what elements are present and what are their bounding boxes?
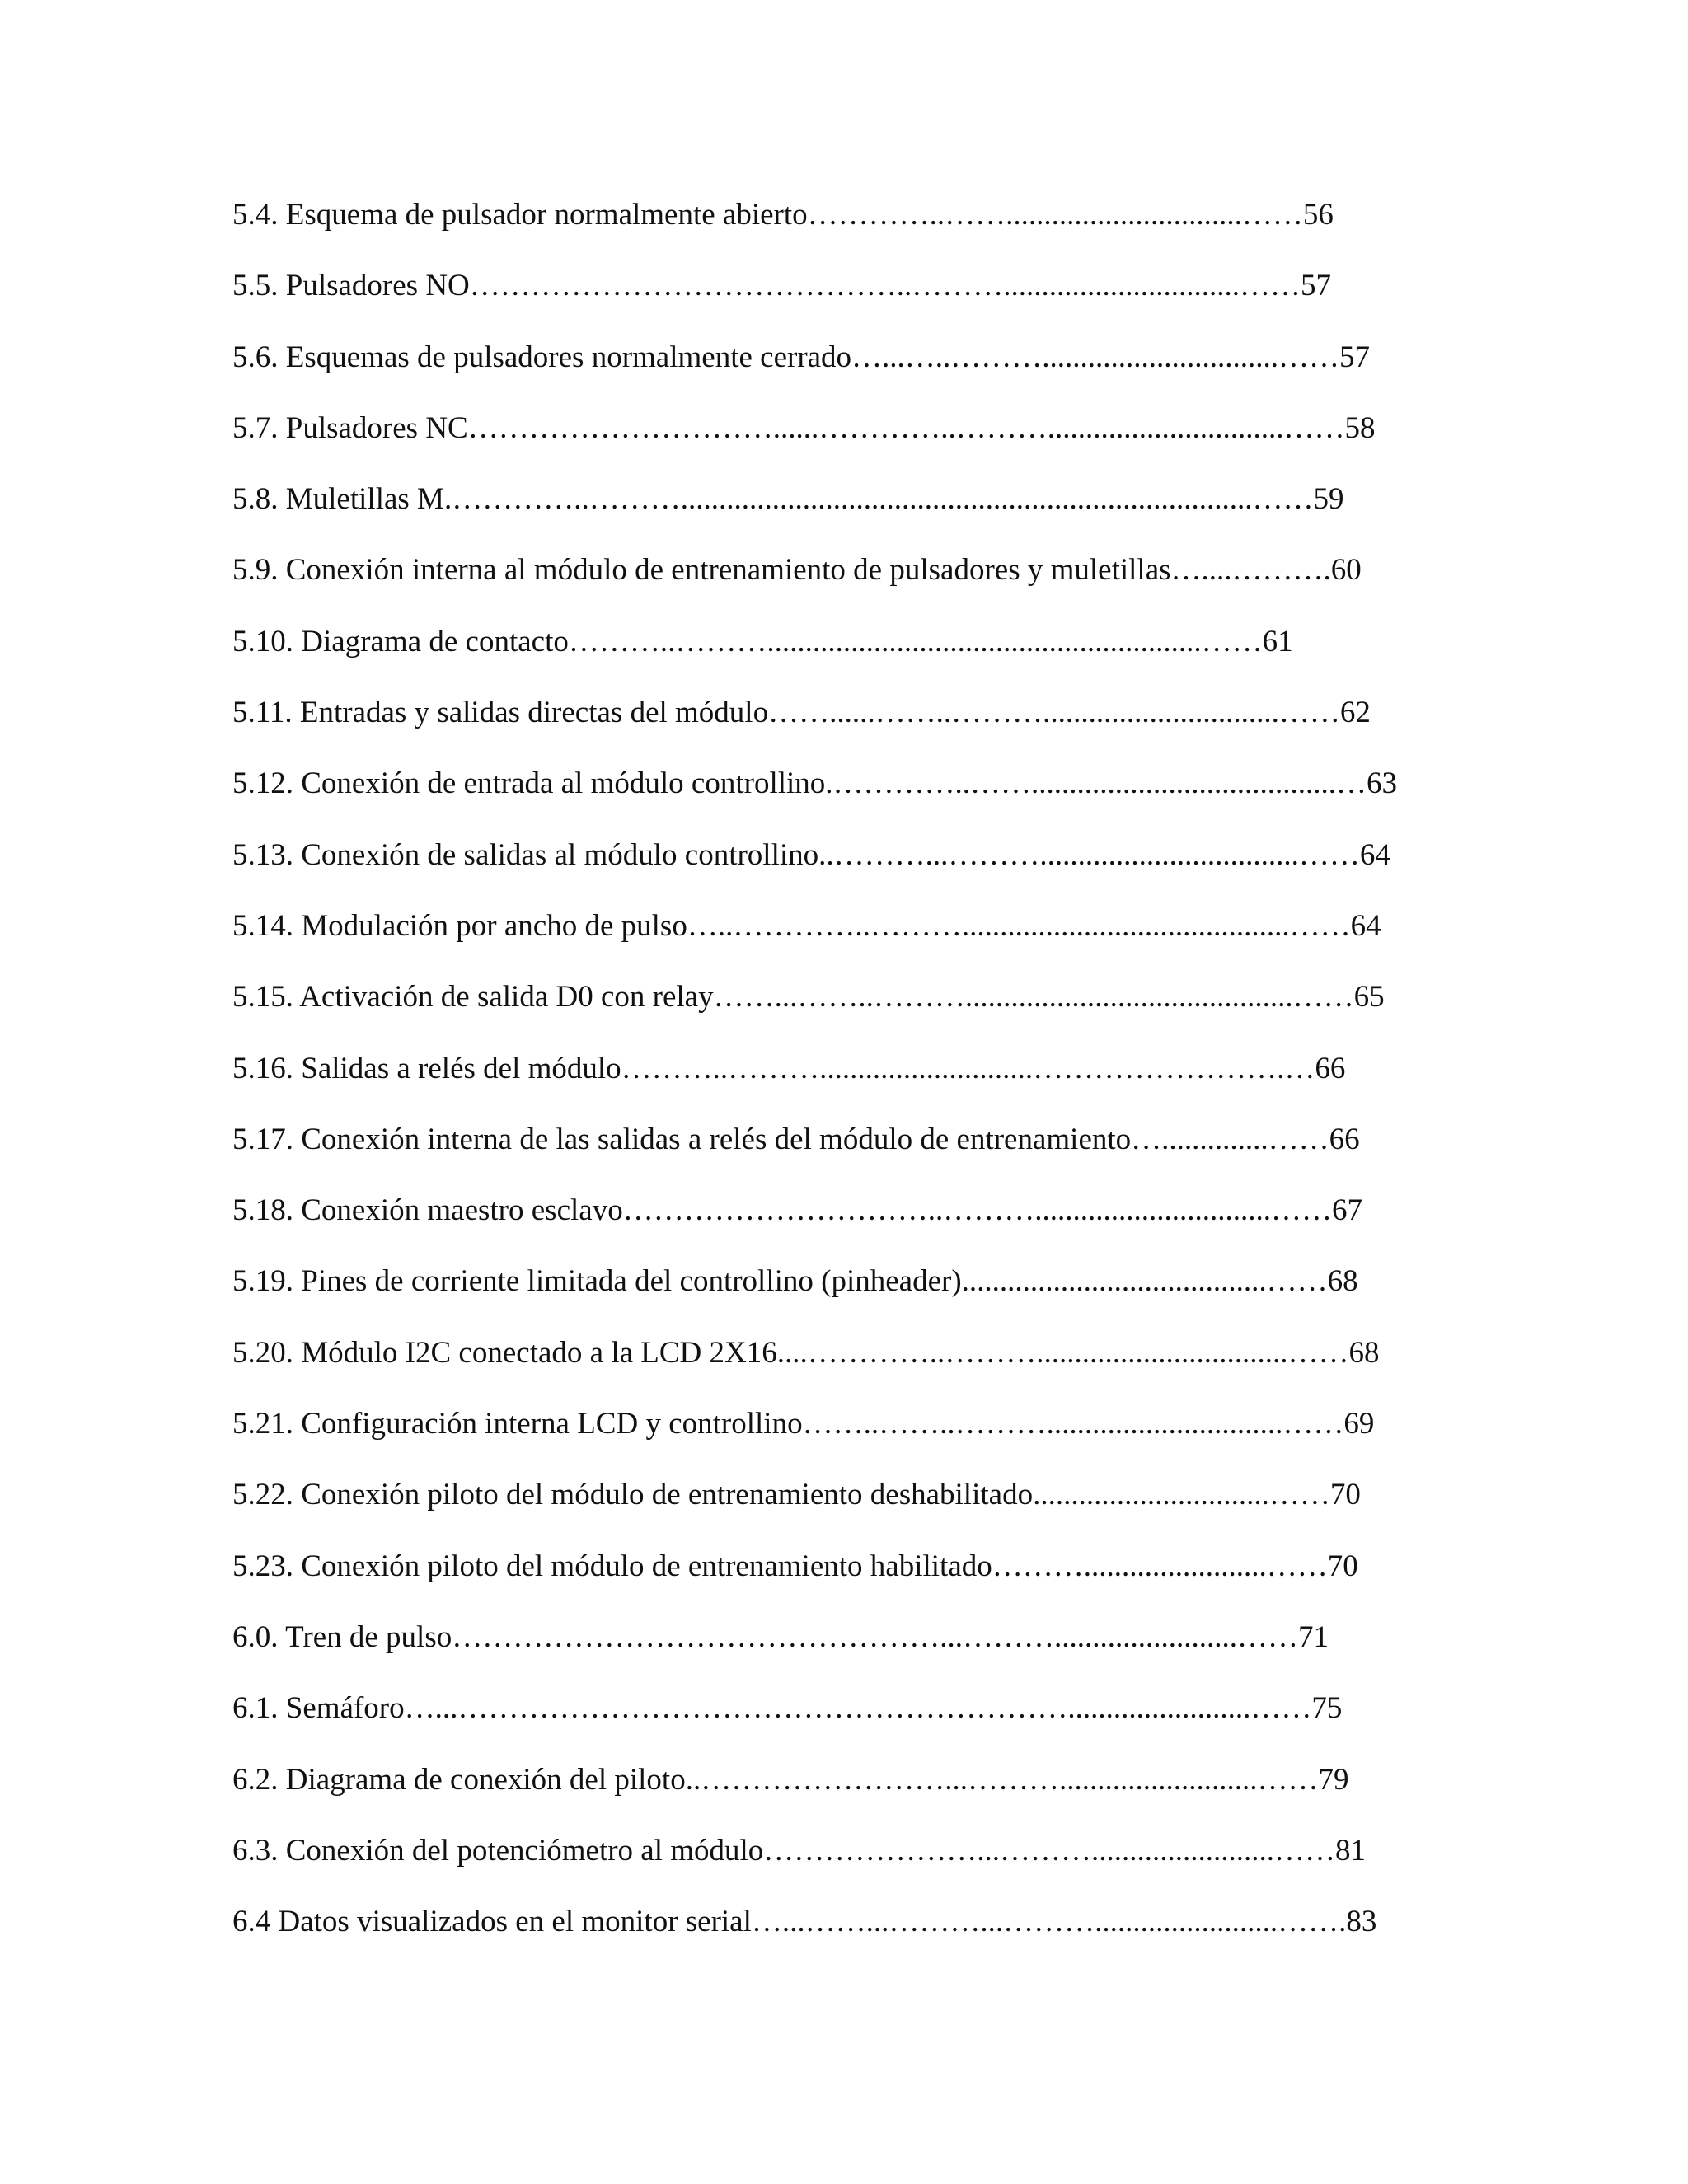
- toc-entry: 5.16. Salidas a relés del módulo………..………............................…………………….…66: [232, 1051, 1346, 1085]
- toc-entry: 6.4 Datos visualizados en el monitor serial…...……...………...………........................…….83: [232, 1905, 1377, 1939]
- toc-entry: 5.9. Conexión interna al módulo de entrenamiento de pulsadores y muletillas…....……….60: [232, 553, 1362, 588]
- toc-entry: 5.6. Esquemas de pulsadores normalmente cerrado…...…..………...............................……57: [232, 340, 1371, 374]
- toc-entry: 5.8. Muletillas M.…………..………...........................................................................……59: [232, 482, 1344, 517]
- list-of-figures: [232, 190, 1452, 1967]
- toc-entry: 5.22. Conexión piloto del módulo de entrenamiento deshabilitado...............................……70: [232, 1478, 1361, 1512]
- toc-entry: 5.19. Pines de corriente limitada del controllino (pinheader)........................................……68: [232, 1264, 1358, 1299]
- toc-entry: 5.18. Conexión maestro esclavo…………………………..………...............................……67: [232, 1193, 1362, 1228]
- toc-entry: 5.13. Conexión de salidas al módulo controllino..………...………..................................……64: [232, 837, 1390, 872]
- toc-entry: 5.11. Entradas y salidas directas del módulo……......……..………...............................……62: [232, 696, 1371, 730]
- toc-entry: 5.12. Conexión de entrada al módulo controllino.…………..……........................................…63: [232, 766, 1398, 801]
- toc-entry: 6.2. Diagrama de conexión del piloto..……………………...………..........................……79: [232, 1762, 1349, 1797]
- toc-entry: 5.7. Pulsadores NC…………………………......…………..………...............................……58: [232, 410, 1376, 445]
- toc-entry: 5.17. Conexión interna de las salidas a relés del módulo de entrenamiento…..............……66: [232, 1122, 1360, 1156]
- toc-entry: 5.10. Diagrama de contacto………..……….........................................................……61: [232, 624, 1293, 658]
- toc-entry: 6.0. Tren de pulso…………………………………………...………........................……71: [232, 1619, 1329, 1654]
- toc-entry: 6.3. Conexión del potenciómetro al módulo…………………...………........................……81: [232, 1833, 1367, 1868]
- toc-entry: 5.14. Modulación por ancho de pulso…..…………..………...........................................……64: [232, 908, 1381, 943]
- toc-entry: 5.23. Conexión piloto del módulo de entrenamiento habilitado………........................……70: [232, 1549, 1358, 1583]
- toc-entry: 5.15. Activación de salida D0 con relay……...……..………...........................................……65: [232, 980, 1385, 1015]
- toc-entry: 5.4. Esquema de pulsador normalmente abierto…………..……...............................……56: [232, 198, 1334, 232]
- toc-entry: 6.1. Semáforo…...……………………………………………………........................……75: [232, 1691, 1343, 1726]
- toc-entry: 5.21. Configuración interna LCD y controllino……..……..………...............................……69: [232, 1407, 1375, 1441]
- toc-entry: 5.20. Módulo I2C conectado a la LCD 2X16....…………..……….................................……68: [232, 1335, 1380, 1370]
- toc-entry: 5.5. Pulsadores NO……………………………………..………...............................……57: [232, 269, 1332, 303]
